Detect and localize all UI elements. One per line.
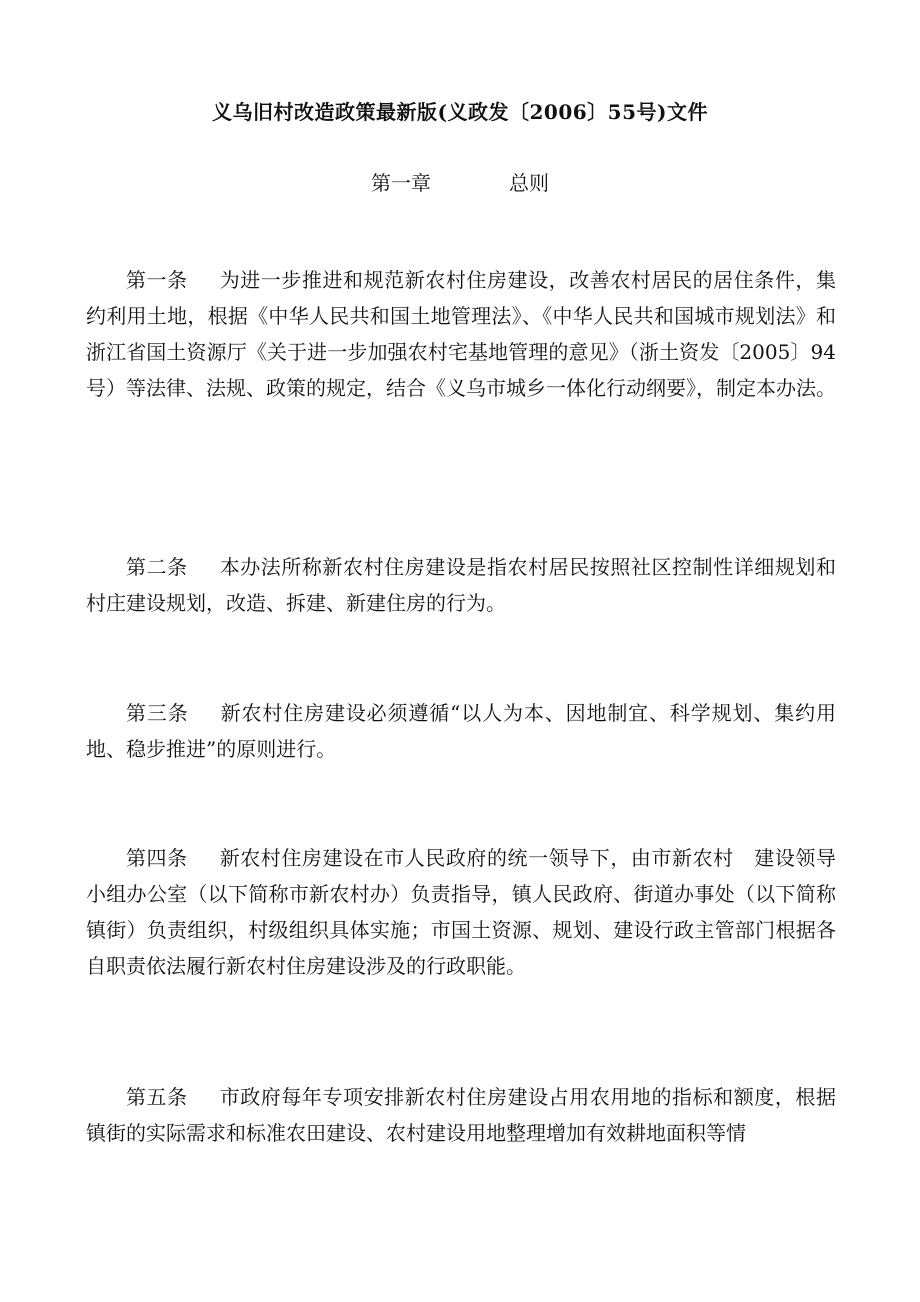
article-4: [86, 840, 836, 984]
article-number: 第五条: [126, 1085, 188, 1109]
article-text: 本办法所称新农村住房建设是指农村居民按照社区控制性详细规划和村庄建设规划，改造、拆建、新建住房的行为。: [86, 555, 836, 615]
article-text: 市政府每年专项安排新农村住房建设占用农用地的指标和额度，根据镇街的实际需求和标准农田建设、农村建设用地整理增加有效耕地面积等情: [86, 1085, 836, 1145]
article-1: [86, 262, 836, 406]
article-text: 新农村住房建设必须遵循“以人为本、因地制宜、科学规划、集约用地、稳步推进”的原则进行。: [86, 701, 836, 761]
chapter-heading: [0, 168, 920, 198]
chapter-number: 第一章: [371, 171, 431, 195]
article-5: [86, 1079, 836, 1151]
article-number: 第四条: [126, 846, 188, 870]
article-2: [86, 549, 836, 621]
article-number: 第三条: [126, 701, 189, 725]
article-text: 新农村住房建设在市人民政府的统一领导下，由市新农村 建设领导小组办公室（以下简称市新农村办）负责指导，镇人民政府、街道办事处（以下简称镇街）负责组织，村级组织具体实施；市国土资源、规划、建设行政主管部门根据各自职责依法履行新农村住房建设涉及的行政职能。: [86, 846, 836, 978]
article-text: 为进一步推进和规范新农村住房建设，改善农村居民的居住条件，集约利用土地，根据《中华人民共和国土地管理法》、《中华人民共和国城市规划法》和浙江省国土资源厅《关于进一步加强农村宅基地管理的意见》（浙土资发〔2005〕94号）等法律、法规、政策的规定，结合《义乌市城乡一体化行动纲要》，制定本办法。: [86, 268, 836, 400]
article-number: 第一条: [126, 268, 188, 292]
article-3: [86, 695, 836, 767]
article-number: 第二条: [126, 555, 188, 579]
document-title: 义乌旧村改造政策最新版(义政发〔2006〕55号)文件: [212, 100, 708, 124]
chapter-name: 总则: [509, 171, 549, 195]
